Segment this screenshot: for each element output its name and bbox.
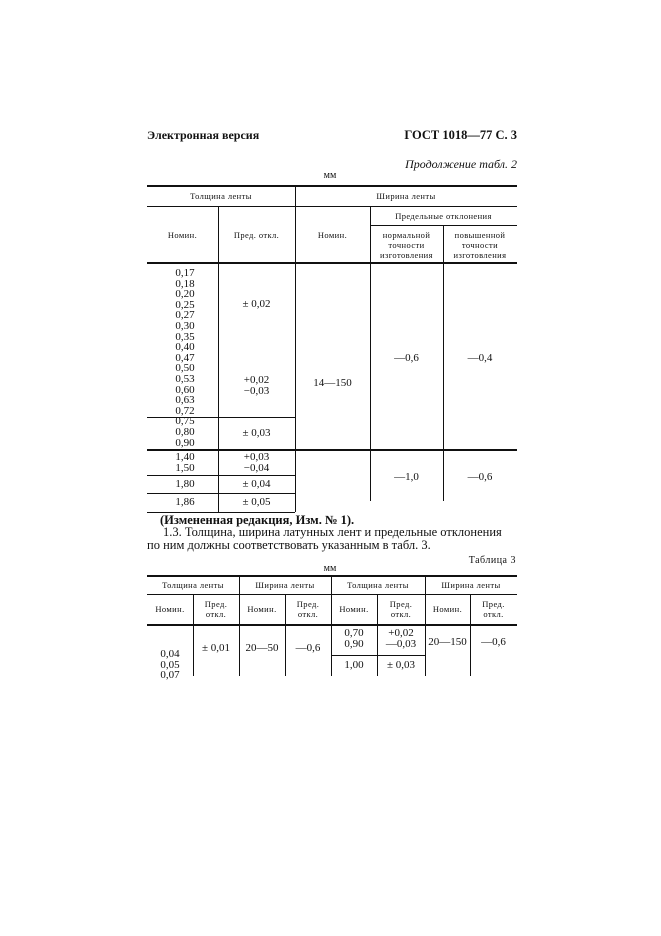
table3-head-thickness-right: Толщина ленты: [347, 580, 409, 590]
table3-head-nominal-1: Номин.: [155, 604, 185, 614]
table2-head-nominal: Номин.: [167, 230, 198, 240]
table2-width-range: 14—150: [313, 377, 352, 389]
table3-head-tolerance-1: Пред. откл.: [204, 599, 228, 619]
table3-head-nominal-2: Номин.: [247, 604, 277, 614]
table3-head-nominal-3: Номин.: [339, 604, 369, 614]
amendment-note: (Измененная редакция, Изм. № 1).: [160, 513, 355, 527]
table3-right-tol-b: ± 0,03: [386, 659, 416, 671]
table2-dev-normal-2: —1,0: [394, 471, 419, 483]
table2-dev-increased-2: —0,6: [467, 471, 493, 483]
table3-head-width-left: Ширина ленты: [255, 580, 315, 590]
table3-unit: мм: [323, 563, 337, 574]
table2-head-normal-accuracy: нормальной точности изготовления: [380, 230, 433, 260]
table3-left-width: 20—50: [245, 642, 279, 654]
table3-left-thickness: 0,04 0,05 0,07: [160, 648, 180, 682]
header-right: ГОСТ 1018—77 С. 3: [404, 128, 517, 142]
table2-dev-increased-1: —0,4: [467, 352, 493, 364]
table3-right-width: 20—150: [428, 636, 467, 648]
table2-head-tolerance: Пред. откл.: [233, 230, 280, 240]
table2-tol-a: ± 0,02: [242, 298, 271, 310]
table2-dev-normal-1: —0,6: [394, 352, 419, 364]
table2-tol-e: ± 0,04: [242, 478, 271, 490]
table3-right-width-dev: —0,6: [481, 636, 506, 648]
table2-tol-f: ± 0,05: [242, 496, 271, 508]
header-left: Электронная версия: [147, 128, 260, 142]
table2-head-thickness: Толщина ленты: [190, 191, 252, 201]
table3-left-width-dev: —0,6: [295, 642, 321, 654]
table2-tol-d: +0,03 −0,04: [243, 451, 270, 474]
table3-head-tolerance-3: Пред. откл.: [389, 599, 413, 619]
table2-tol-b: +0,02 −0,03: [243, 374, 270, 397]
table2-thickness-group-1: 0,17 0,18 0,20 0,25 0,27 0,30 0,35 0,40 0,47 0,50 0,53 0,60 0,63 0,72 0,75 0,80 0,90: [175, 267, 195, 449]
table3-head-nominal-4: Номин.: [432, 604, 463, 614]
table2-continuation: Продолжение табл. 2: [405, 157, 517, 171]
table3-head-thickness-left: Толщина ленты: [162, 580, 224, 590]
paragraph-line-2: по ним должны соответствовать указанным в табл. 3.: [147, 538, 431, 552]
table3-caption: Таблица 3: [468, 555, 516, 566]
table2-head-width: Ширина ленты: [376, 191, 436, 201]
table3-head-tolerance-4: Пред. откл.: [482, 599, 505, 619]
table2-thickness-1-80: 1,80: [175, 478, 195, 490]
table2-head-limit-deviations: Предельные отклонения: [395, 211, 492, 221]
table3-right-thickness-a: 0,70 0,90: [344, 627, 364, 650]
table2-head-increased-accuracy: повышенной точности изготовления: [453, 230, 507, 260]
table2-thickness-1-86: 1,86: [175, 496, 195, 508]
table2-tol-c: ± 0,03: [242, 427, 271, 439]
table2-unit: мм: [323, 170, 337, 181]
table3-right-tol-a: +0,02 —0,03: [385, 627, 417, 650]
table3-head-tolerance-2: Пред. откл.: [296, 599, 320, 619]
table2-head-width-nominal: Номин.: [317, 230, 348, 240]
paragraph-line-1: 1.3. Толщина, ширина латунных лент и предельные отклонения: [163, 525, 502, 539]
table3-right-thickness-b: 1,00: [344, 659, 364, 671]
table3-left-tol: ± 0,01: [201, 642, 231, 654]
table2-thickness-group-2: 1,40 1,50: [175, 451, 195, 474]
table3-head-width-right: Ширина ленты: [441, 580, 501, 590]
